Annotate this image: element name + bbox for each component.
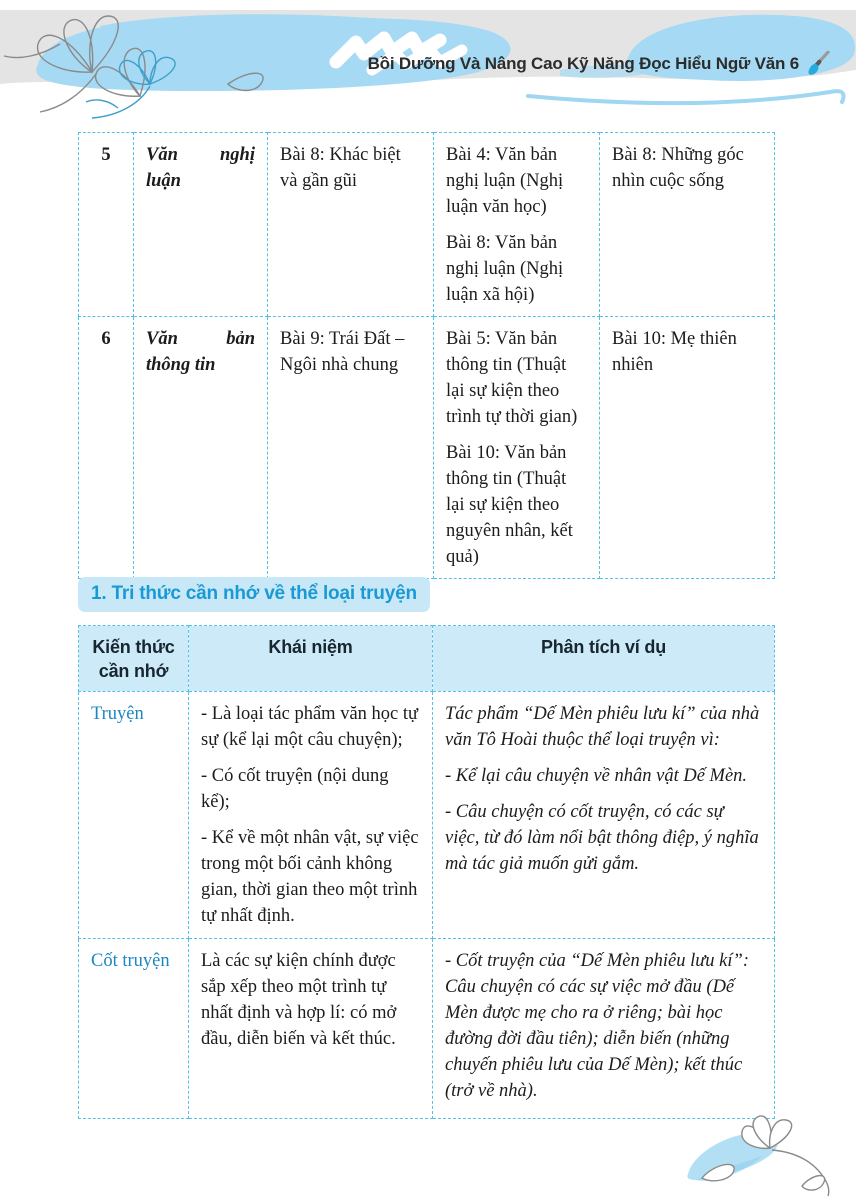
concept-cell (189, 692, 433, 939)
cell-paragraph: - Kể về một nhân vật, sự việc trong một bối cảnh không gian, thời gian theo một trình tự nhất định. (201, 828, 419, 926)
concept-cell (189, 939, 433, 1119)
genre-name-cell (134, 317, 268, 579)
table-row-cot-truyen (79, 939, 775, 1119)
cell-paragraph: Bài 10: Văn bản thông tin (Thuật lại sự kiện theo nguyên nhân, kết quả) (446, 443, 573, 567)
book-title: Bồi Dưỡng Và Nâng Cao Kỹ Năng Đọc Hiểu Ngữ Văn 6 (367, 54, 799, 73)
cell-paragraph: Văn nghị luận (146, 145, 255, 191)
column-header-knowledge: Kiến thức cần nhớ (79, 626, 189, 692)
example-cell (433, 939, 775, 1119)
section-heading: 1. Tri thức cần nhớ về thể loại truyện (78, 577, 430, 612)
cell-paragraph: - Kể lại câu chuyện về nhân vật Dế Mèn. (445, 766, 748, 786)
lesson-cell (600, 317, 775, 579)
genre-overview-table (78, 132, 775, 579)
footer-flower-decoration (666, 1100, 856, 1200)
example-cell (433, 692, 775, 939)
cell-paragraph: - Cốt truyện của “Dế Mèn phiêu lưu kí”: Câu chuyện có các sự việc mở đầu (Dế Mèn được mẹ cho ra ở riêng; bài học đường đời đầu tiên); diễn biến (những chuyến phiêu lưu của Dế Mèn); kết thúc (trở về nhà). (445, 951, 749, 1101)
cell-paragraph: Bài 8: Văn bản nghị luận (Nghị luận xã hội) (446, 233, 564, 305)
term-cell: Truyện (79, 692, 189, 939)
knowledge-table (78, 625, 775, 1119)
cell-paragraph: Là các sự kiện chính được sắp xếp theo một trình tự nhất định và hợp lí: có mở đầu, diễn biến và kết thúc. (201, 951, 397, 1049)
paintbrush-icon (806, 51, 830, 77)
lesson-cell (268, 133, 434, 317)
cell-paragraph: Bài 8: Khác biệt và gần gũi (280, 145, 401, 191)
genre-name-cell (134, 133, 268, 317)
cell-paragraph: Tác phẩm “Dế Mèn phiêu lưu kí” của nhà văn Tô Hoài thuộc thể loại truyện vì: (445, 704, 760, 750)
column-header-example: Phân tích ví dụ (433, 626, 775, 692)
row-number: 6 (79, 317, 134, 579)
column-header-concept: Khái niệm (189, 626, 433, 692)
lesson-cell (434, 317, 600, 579)
cell-paragraph: - Có cốt truyện (nội dung kể); (201, 766, 389, 812)
lesson-cell (600, 133, 775, 317)
term-cell: Cốt truyện (79, 939, 189, 1119)
table-row-truyen (79, 692, 775, 939)
cell-paragraph: Bài 8: Những góc nhìn cuộc sống (612, 145, 744, 191)
lesson-cell (268, 317, 434, 579)
row-number: 5 (79, 133, 134, 317)
cell-paragraph: - Là loại tác phẩm văn học tự sự (kể lại một câu chuyện); (201, 704, 419, 750)
lesson-cell (434, 133, 600, 317)
running-head (0, 51, 830, 77)
cell-paragraph: - Câu chuyện có cốt truyện, có các sự việc, từ đó làm nổi bật thông điệp, ý nghĩa mà tác giả muốn gửi gắm. (445, 802, 759, 874)
table-row-6 (79, 317, 775, 579)
cell-paragraph: Bài 5: Văn bản thông tin (Thuật lại sự kiện theo trình tự thời gian) (446, 329, 578, 427)
table-header-row (79, 626, 775, 692)
cell-paragraph: Bài 10: Mẹ thiên nhiên (612, 329, 737, 375)
cell-paragraph: Bài 9: Trái Đất – Ngôi nhà chung (280, 329, 405, 375)
table-row-5 (79, 133, 775, 317)
cell-paragraph: Bài 4: Văn bản nghị luận (Nghị luận văn học) (446, 145, 564, 217)
cell-paragraph: Văn bản thông tin (146, 329, 255, 375)
